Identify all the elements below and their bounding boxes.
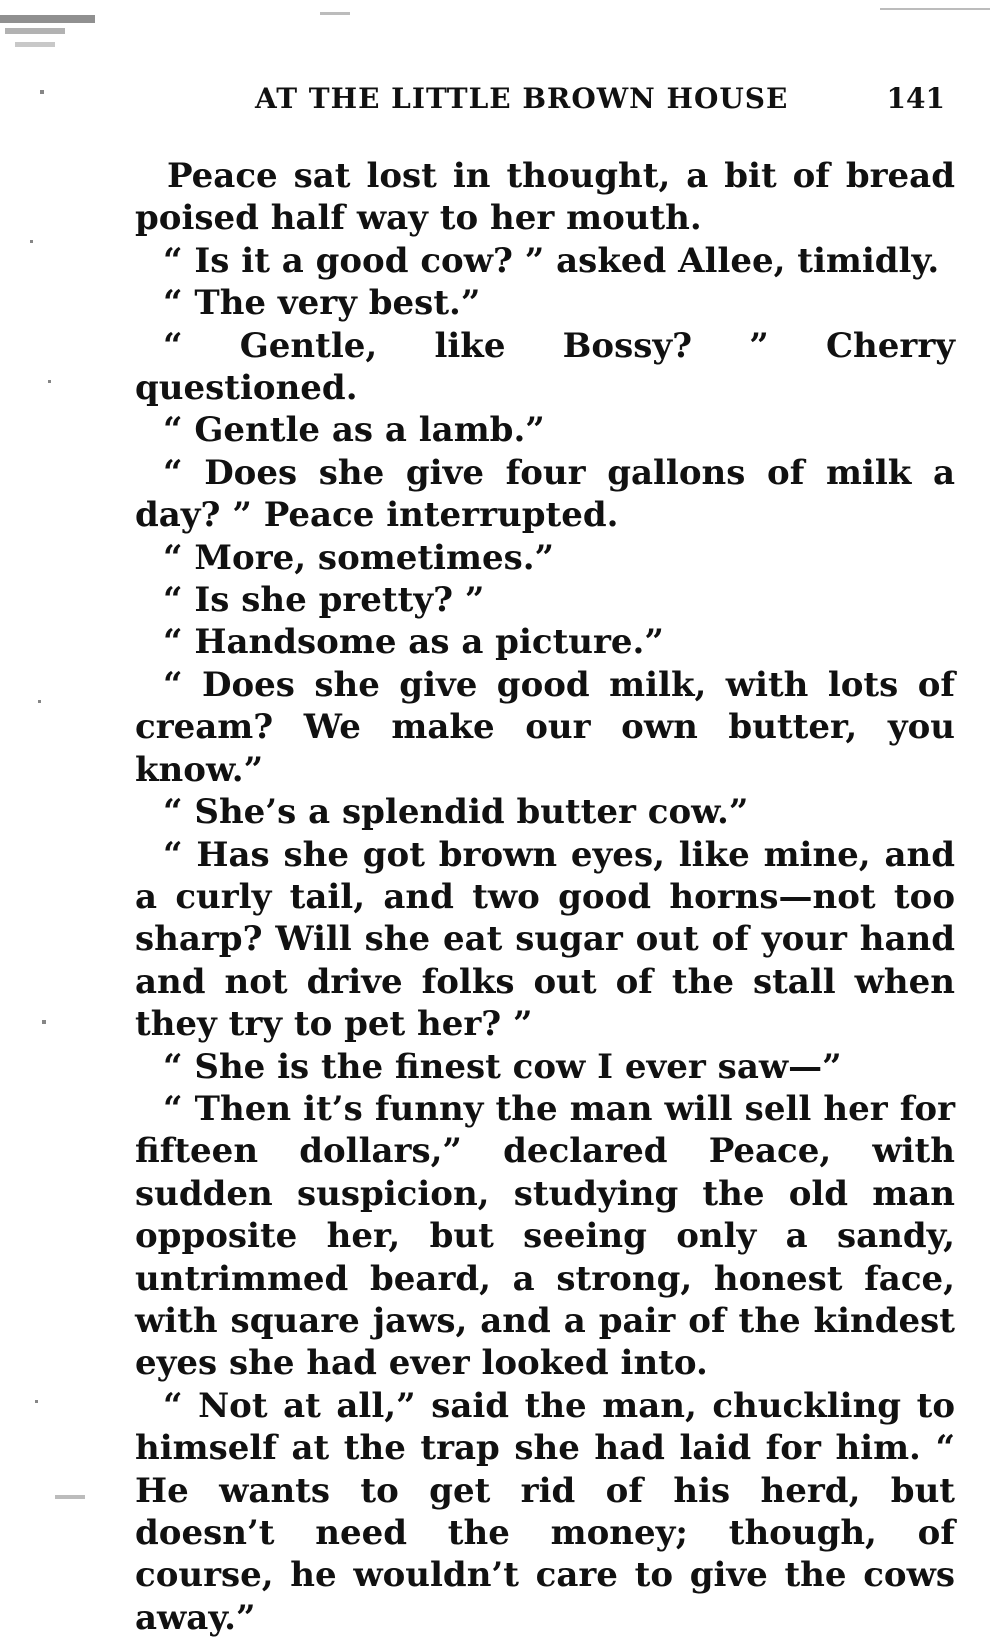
paragraph: “ She is the finest cow I ever saw—” (163, 1046, 842, 1087)
paragraph: “ Then it’s funny the man will sell her for fifteen dollars,” declared Peace, with sudden suspicion, studying the old man opposite her, but seeing only a sandy, untrimmed beard, a strong, honest face, with square jaws, and a pair of the kindest eyes she had ever looked into. (135, 1088, 955, 1384)
paragraph: “ The very best.” (163, 283, 481, 324)
running-head: AT THE LITTLE BROWN HOUSE (255, 82, 789, 115)
paragraph: “ Has she got brown eyes, like mine, and a curly tail, and two good horns—not too sharp? Will she eat sugar out of your hand and not drive folks out of the stall when they try to pet her? ” (135, 834, 955, 1045)
paragraph: “ More, sometimes.” (163, 537, 555, 578)
paragraph: “ Handsome as a picture.” (163, 622, 664, 663)
paragraph: “ Is it a good cow? ” asked Allee, timidly. (163, 240, 940, 281)
paragraph: “ Does she give four gallons of milk a day? ” Peace interrupted. (135, 452, 955, 536)
page-number: 141 (886, 82, 945, 115)
paragraph: “ Does she give good milk, with lots of cream? We make our own butter, you know.” (135, 664, 955, 790)
paragraph: “ Is she pretty? ” (163, 580, 485, 621)
page-body (135, 155, 955, 1639)
paragraph: “ She’s a splendid butter cow.” (163, 792, 749, 833)
paragraph: “ Gentle, like Bossy? ” Cherry questioned. (135, 325, 955, 409)
paragraph: “ Gentle as a lamb.” (163, 410, 545, 451)
paragraph: Peace sat lost in thought, a bit of bread poised half way to her mouth. (135, 156, 955, 239)
page-header (135, 82, 955, 122)
paragraph: “ Not at all,” said the man, chuckling to himself at the trap she had laid for him. “ He wants to get rid of his herd, but doesn’t need the money; though, of course, he wouldn’t care to give the cows away.” (135, 1385, 955, 1638)
